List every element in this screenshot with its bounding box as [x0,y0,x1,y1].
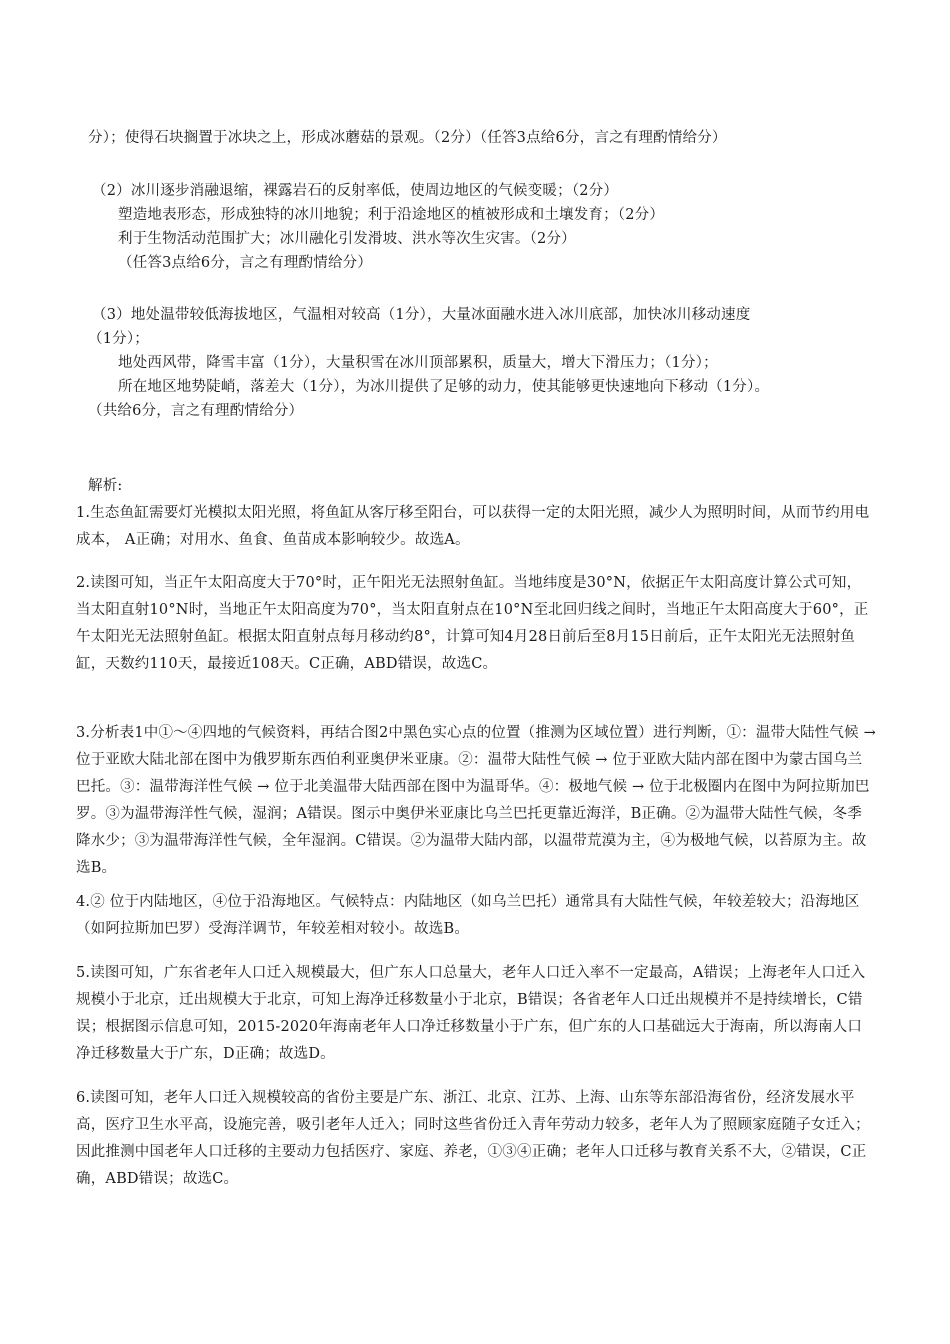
analysis-item-6: 6.读图可知，老年人口迁入规模较高的省份主要是广东、浙江、北京、江苏、上海、山东等东部沿海省份，经济发展水平高，医疗卫生水平高，设施完善，吸引老年人迁入；同时这些省份迁入青年劳动力较多，老年人为了照顾家庭随子女迁入；因此推测中国老年人口迁移的主要动力包括医疗、家庭、养老，①③④正确；老年人口迁移与教育关系不大，②错误，C正确，ABD错误；故选C。 [76,1090,870,1187]
analysis-item-1: 1.生态鱼缸需要灯光模拟太阳光照，将鱼缸从客厅移至阳台，可以获得一定的太阳光照，减少人为照明时间，从而节约用电成本， A正确；对用水、鱼食、鱼苗成本影响较少。故选A。 [76,505,870,548]
answer-q3-line-1: （3）地处温带较低海拔地区，气温相对较高（1分），大量冰面融水进入冰川底部，加快冰川移动速度 [92,307,751,323]
answer-q3-line-2: （1分）； [88,331,149,347]
answer-q3-line-3: 地处西风带，降雪丰富（1分），大量积雪在冰川顶部累积，质量大，增大下滑压力；（1分）； [118,355,718,371]
analysis-item-5: 5.读图可知，广东省老年人口迁入规模最大，但广东人口总量大，老年人口迁入率不一定最高，A错误；上海老年人口迁入规模小于北京，迁出规模大于北京，可知上海净迁移数量小于北京，B错误；各省老年人口迁出规模并不是持续增长，C错误；根据图示信息可知，2015-2020年海南老年人口净迁移数量小于广东，但广东的人口基础远大于海南，所以海南人口净迁移数量大于广东，D正确；故选D。 [76,965,866,1062]
analysis-item-2: 2.读图可知，当正午太阳高度大于70°时，正午阳光无法照射鱼缸。当地纬度是30°N，依据正午太阳高度计算公式可知，当太阳直射10°N时，当地正午太阳高度为70°，当太阳直射点在10°N至北回归线之间时，当地正午太阳高度大于60°，正午太阳光无法照射鱼缸。根据太阳直射点每月移动约8°，计算可知4月28日前后至8月15日前后，正午太阳光无法照射鱼缸，天数约110天，最接近108天。C正确，ABD错误，故选C。 [76,575,869,672]
answer-q3-line-4: 所在地区地势陡峭，落差大（1分），为冰川提供了足够的动力，使其能够更快速地向下移动（1分）。 [118,379,770,395]
analysis-heading: 解析: [88,478,123,494]
answer-q1-tail: 分）；使得石块搁置于冰块之上，形成冰蘑菇的景观。（2分）（任答3点给6分，言之有理酌情给分） [88,130,727,146]
analysis-item-4: 4.② 位于内陆地区，④位于沿海地区。气候特点：内陆地区（如乌兰巴托）通常具有大陆性气候，年较差较大；沿海地区（如阿拉斯加巴罗）受海洋调节，年较差相对较小。故选B。 [76,894,860,937]
answer-q2-line-4: （任答3点给6分，言之有理酌情给分） [118,255,373,271]
answer-q2-line-1: （2）冰川逐步消融退缩，裸露岩石的反射率低，使周边地区的气候变暖；（2分） [92,183,619,199]
answer-q2-line-3: 利于生物活动范围扩大；冰川融化引发滑坡、洪水等次生灾害。（2分） [118,231,576,247]
answer-q3-line-5: （共给6分，言之有理酌情给分） [88,403,304,419]
answer-q2-line-2: 塑造地表形态，形成独特的冰川地貌；利于沿途地区的植被形成和土壤发育；（2分） [118,207,665,223]
analysis-item-3: 3.分析表1中①～④四地的气候资料，再结合图2中黑色实心点的位置（推测为区域位置）进行判断，①：温带大陆性气候 → 位于亚欧大陆北部在图中为俄罗斯东西伯利亚奥伊米亚康。②：温带大陆性气候 → 位于亚欧大陆内部在图中为蒙古国乌兰巴托。③：温带海洋性气候 → 位于北美温带大陆西部在图中为温哥华。④：极地气候 → 位于北极圈内在图中为阿拉斯加巴罗。③为温带海洋性气候，湿润；A错误。图示中奥伊米亚康比乌兰巴托更靠近海洋，B正确。②为温带大陆性气候，冬季降水少；③为温带海洋性气候，全年湿润。C错误。②为温带大陆内部，以温带荒漠为主，④为极地气候，以苔原为主。故选B。 [76,725,876,876]
